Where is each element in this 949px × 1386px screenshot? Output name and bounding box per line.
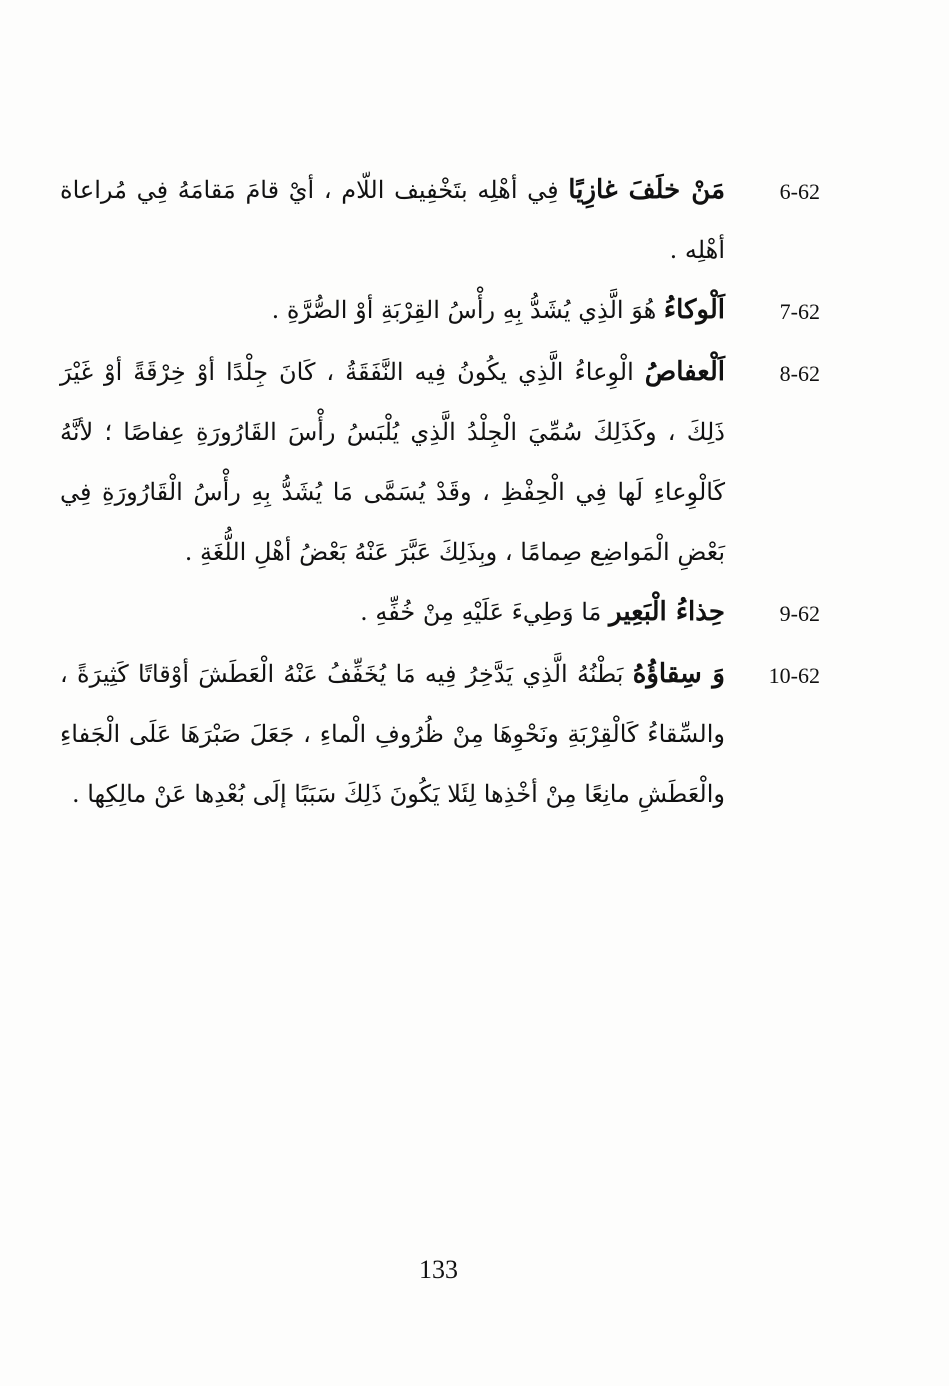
- entry-text: [60, 160, 725, 280]
- entry-text: [60, 342, 725, 582]
- entry-text: [60, 280, 725, 340]
- entry-10-62: [60, 644, 820, 824]
- entry-8-62: [60, 342, 820, 582]
- entry-number: 6-62: [779, 179, 820, 204]
- entry-list: [60, 160, 820, 824]
- entry-term: وَ سِقاؤُهُ: [632, 659, 725, 689]
- entry-number: 7-62: [779, 299, 820, 324]
- entry-7-62: [60, 280, 820, 342]
- entry-definition: بَطْنُهُ الَّذِي يَدَّخِرُ فِيه مَا يُخَفِّفُ عَنْهُ الْعَطَشَ أوْقاتًا كَثِيرَةً ، والسِّقاءُ كَالْقِرْبَةِ ونَحْوِهَا مِنْ ظُرُوفِ الْماءِ ، جَعَلَ صَبْرَهَا عَلَى الْجَفاءِ والْعَطَشِ مانِعًا مِنْ أخْذِها لِئَلا يَكُونَ ذَلِكَ سَبَبًا إلَى بُعْدِها عَنْ مالِكِها .: [60, 660, 726, 808]
- entry-term: اَلْعفاصُ: [644, 357, 725, 387]
- page-number: 133: [419, 1255, 458, 1284]
- entry-definition: مَا وَطِيءَ عَلَيْهِ مِنْ خُفِّهِ .: [360, 598, 610, 626]
- entry-term: اَلْوكاءُ: [663, 295, 725, 325]
- entry-9-62: [60, 582, 820, 644]
- entry-definition: الْوِعاءُ الَّذِي يكُونُ فِيه النَّفَقَةُ ، كَانَ جِلْدًا أوْ خِرْقَةً أوْ غَيْرَ ذَلِكَ ، وكَذَلِكَ سُمِّيَ الْجِلْدُ الَّذِي يُلْبَسُ رأْسَ القَارُورَةِ عِفاصًا ؛ لأنَّهُ كَالْوِعاءِ لَها فِي الْحِفْظِ ، وقَدْ يُسَمَّى مَا يُشَدُّ بِهِ رأْسُ الْقَارُورَةِ فِي بَعْضِ الْمَواضِع صِمامًا ، وبِذَلِكَ عَبَّرَ عَنْهُ بَعْضُ أهْلِ اللُّغَةِ .: [60, 358, 725, 566]
- entry-number: 8-62: [779, 361, 820, 386]
- entry-definition: هُوَ الَّذِي يُشَدُّ بِهِ رأْسُ القِرْبَةِ أوْ الصُّرَّةِ .: [271, 296, 664, 324]
- entry-term: حِذاءُ الْبَعِير: [609, 597, 725, 627]
- entry-text: [60, 644, 725, 824]
- entry-number: 9-62: [779, 601, 820, 626]
- entry-text: [60, 582, 725, 642]
- entry-6-62: [60, 160, 820, 280]
- entry-number: 10-62: [768, 663, 820, 688]
- entry-term: مَنْ خلَفَ غازِيًا: [568, 175, 725, 205]
- entry-definition: فِي أهْلِه بتَخْفِيف اللّام ، أيْ قامَ مَقامَهُ فِي مُراعاة أهْلِه .: [60, 176, 725, 264]
